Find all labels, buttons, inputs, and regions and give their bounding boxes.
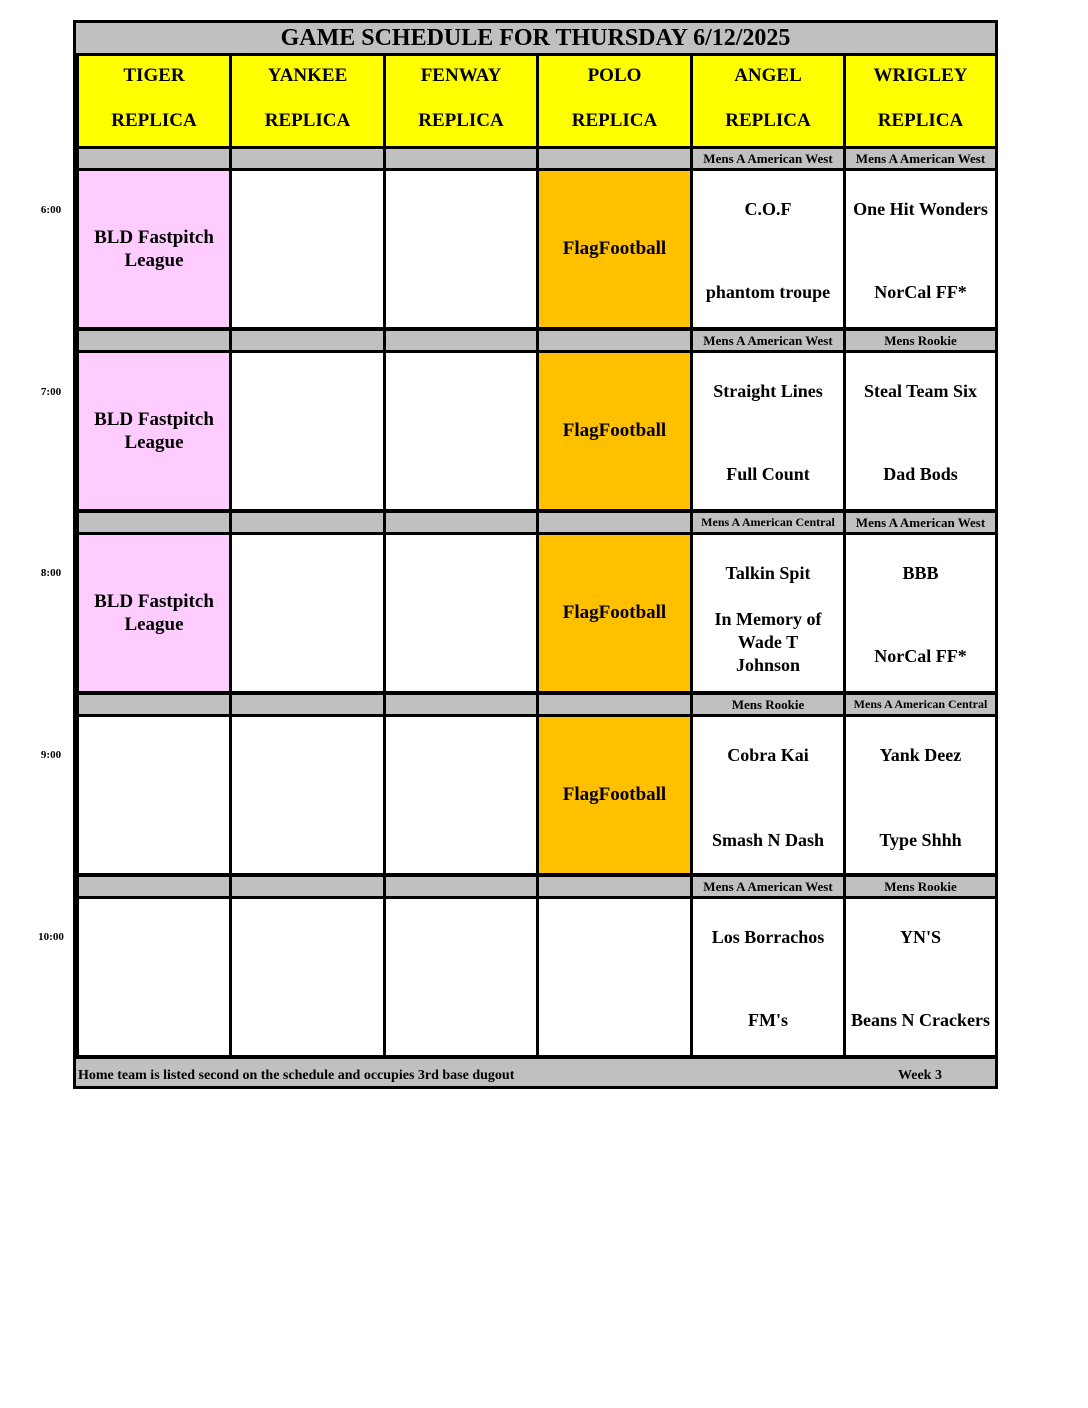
flag-football-block: FlagFootball (539, 535, 690, 691)
field-header-tiger (79, 56, 229, 146)
away-team: Yank Deez (879, 745, 962, 765)
empty-cell (386, 171, 536, 327)
fastpitch-league-block: BLD Fastpitch League (79, 353, 229, 509)
home-team: FM's (748, 1010, 788, 1030)
home-team: NorCal FF* (874, 282, 967, 302)
division-label-angel: Mens A American West (693, 149, 843, 168)
division-cell (232, 695, 383, 714)
division-cell (386, 513, 536, 532)
empty-cell (232, 535, 383, 691)
field-sub: REPLICA (571, 110, 658, 131)
field-header-polo (539, 56, 690, 146)
field-sub: REPLICA (725, 110, 811, 131)
division-cell (79, 877, 229, 896)
division-label-wrigley: Mens Rookie (846, 877, 995, 896)
game-angel (693, 717, 843, 873)
away-team: Straight Lines (713, 381, 823, 401)
empty-cell (232, 899, 383, 1055)
home-team: In Memory of Wade T Johnson (714, 609, 822, 675)
schedule-title: GAME SCHEDULE FOR THURSDAY 6/12/2025 (76, 23, 995, 53)
home-team: Smash N Dash (711, 830, 825, 850)
game-wrigley (846, 899, 995, 1055)
game-wrigley (846, 717, 995, 873)
division-cell (79, 331, 229, 350)
time-label-10: 10:00 (38, 931, 64, 943)
field-header-wrigley (846, 56, 995, 146)
away-team: BBB (902, 563, 939, 583)
field-sub: REPLICA (111, 110, 197, 131)
game-wrigley (846, 353, 995, 509)
empty-cell (539, 899, 690, 1055)
empty-cell (79, 899, 229, 1055)
field-name: YANKEE (267, 65, 348, 86)
game-angel (693, 899, 843, 1055)
flag-football-block: FlagFootball (539, 353, 690, 509)
empty-cell (232, 717, 383, 873)
field-name: POLO (587, 65, 642, 86)
away-team: Cobra Kai (727, 745, 809, 765)
home-team: Full Count (726, 464, 810, 484)
division-cell (539, 149, 690, 168)
field-header-yankee (232, 56, 383, 146)
division-cell (386, 149, 536, 168)
game-wrigley (846, 535, 995, 691)
empty-cell (386, 353, 536, 509)
division-label-wrigley: Mens Rookie (846, 331, 995, 350)
division-label-wrigley: Mens A American Central (846, 695, 995, 714)
away-team: Talkin Spit (725, 563, 811, 583)
empty-cell (232, 171, 383, 327)
home-team: Dad Bods (883, 464, 958, 484)
field-sub: REPLICA (418, 110, 504, 131)
time-label-9: 9:00 (40, 749, 62, 761)
division-cell (386, 331, 536, 350)
home-team: Type Shhh (879, 830, 962, 850)
field-name: ANGEL (734, 65, 802, 86)
flag-football-block: FlagFootball (539, 717, 690, 873)
field-header-angel (693, 56, 843, 146)
game-angel (693, 353, 843, 509)
away-team: Steal Team Six (863, 381, 978, 401)
empty-cell (386, 535, 536, 691)
field-name: WRIGLEY (873, 65, 968, 86)
time-label-6: 6:00 (40, 204, 62, 216)
division-cell (539, 695, 690, 714)
division-cell (539, 331, 690, 350)
away-team: One Hit Wonders (853, 199, 988, 219)
division-label-wrigley: Mens A American West (846, 149, 995, 168)
division-label-angel: Mens Rookie (693, 695, 843, 714)
field-header-fenway (386, 56, 536, 146)
division-cell (386, 877, 536, 896)
empty-cell (386, 899, 536, 1055)
division-cell (539, 877, 690, 896)
game-wrigley (846, 171, 995, 327)
division-cell (539, 513, 690, 532)
time-label-7: 7:00 (40, 386, 62, 398)
division-cell (386, 695, 536, 714)
division-label-angel: Mens A American West (693, 877, 843, 896)
game-angel (693, 171, 843, 327)
field-sub: REPLICA (264, 110, 351, 131)
division-cell (232, 331, 383, 350)
home-team-note: Home team is listed second on the schedule and occupies 3rd base dugout (78, 1068, 515, 1083)
field-name: TIGER (123, 65, 185, 86)
division-label-angel: Mens A American Central (693, 513, 843, 532)
field-name: FENWAY (420, 65, 502, 86)
schedule-footer (76, 1059, 995, 1086)
empty-cell (79, 717, 229, 873)
field-sub: REPLICA (877, 110, 964, 131)
division-cell (232, 877, 383, 896)
division-label-angel: Mens A American West (693, 331, 843, 350)
division-cell (232, 513, 383, 532)
division-cell (79, 695, 229, 714)
away-team: YN'S (899, 927, 941, 947)
empty-cell (386, 717, 536, 873)
week-label: Week 3 (898, 1068, 942, 1083)
home-team: Beans N Crackers (851, 1010, 990, 1030)
away-team: Los Borrachos (711, 927, 825, 947)
schedule-table (73, 20, 998, 1089)
division-cell (232, 149, 383, 168)
division-cell (79, 513, 229, 532)
fastpitch-league-block: BLD Fastpitch League (79, 171, 229, 327)
fastpitch-league-block: BLD Fastpitch League (79, 535, 229, 691)
away-team: C.O.F (744, 199, 792, 219)
division-cell (79, 149, 229, 168)
home-team: NorCal FF* (874, 646, 967, 666)
game-angel (693, 535, 843, 691)
division-label-wrigley: Mens A American West (846, 513, 995, 532)
empty-cell (232, 353, 383, 509)
home-team: phantom troupe (705, 282, 831, 302)
time-label-8: 8:00 (40, 567, 62, 579)
flag-football-block: FlagFootball (539, 171, 690, 327)
